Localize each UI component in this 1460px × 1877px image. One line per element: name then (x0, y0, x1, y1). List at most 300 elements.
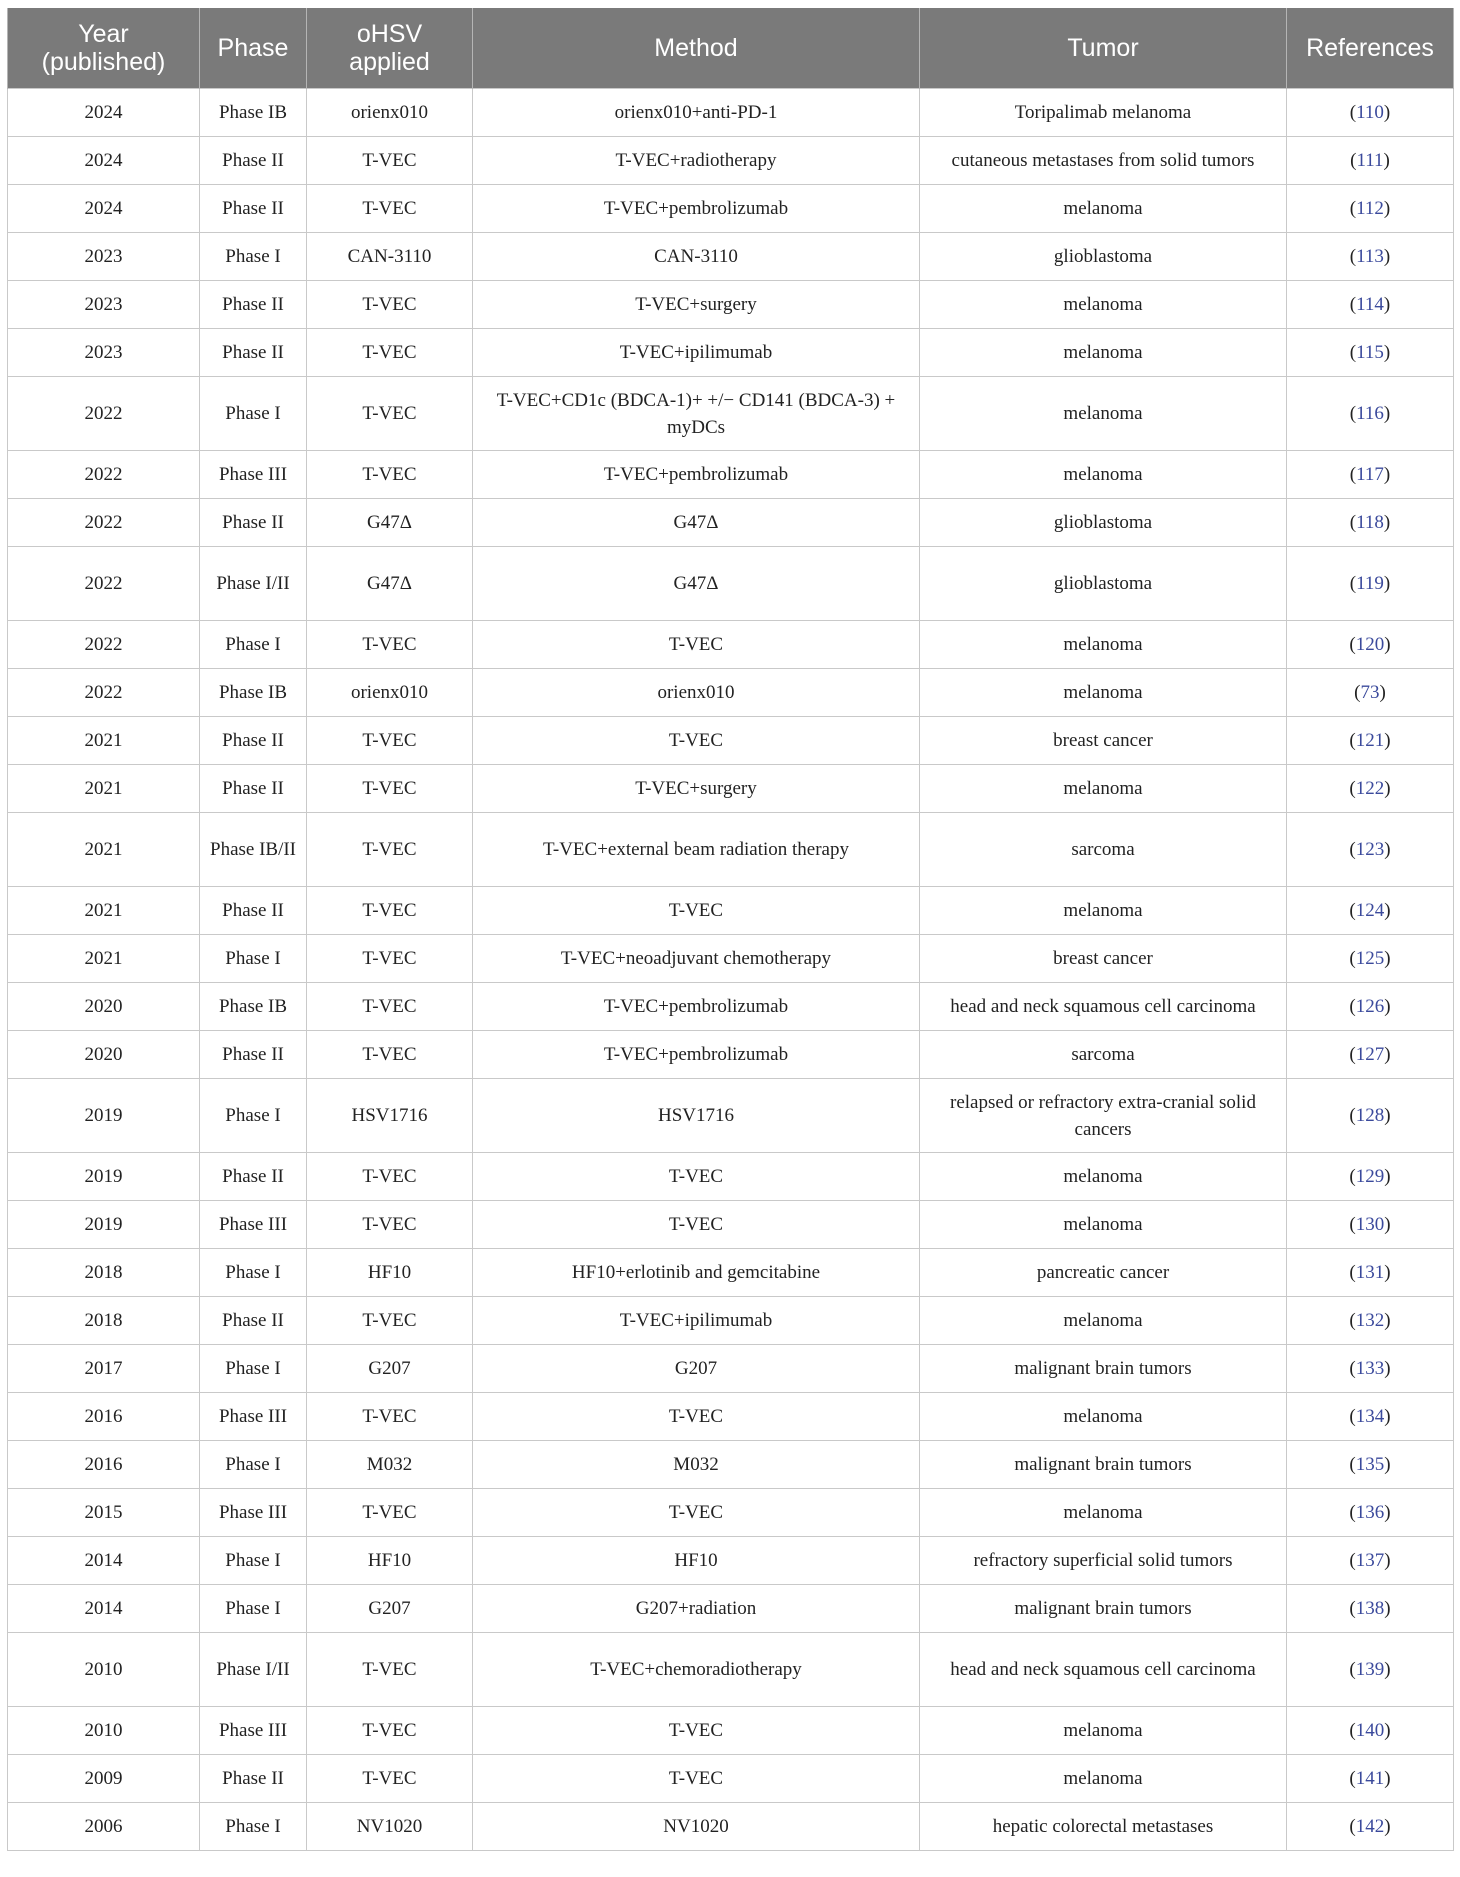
cell-tumor: sarcoma (920, 1031, 1287, 1079)
cell-method: HSV1716 (473, 1079, 920, 1153)
cell-year: 2022 (8, 451, 200, 499)
cell-method: T-VEC+pembrolizumab (473, 983, 920, 1031)
reference-open-paren: ( (1349, 1454, 1356, 1475)
cell-year: 2015 (8, 1489, 200, 1537)
reference-open-paren: ( (1349, 1720, 1356, 1741)
reference-close-paren: ) (1384, 730, 1391, 751)
cell-method: T-VEC (473, 621, 920, 669)
cell-phase: Phase II (200, 185, 307, 233)
reference-open-paren: ( (1349, 900, 1356, 921)
cell-ohsv-applied: T-VEC (307, 1201, 473, 1249)
cell-year: 2021 (8, 935, 200, 983)
reference-close-paren: ) (1383, 246, 1391, 267)
reference-link[interactable]: 140 (1355, 1720, 1385, 1741)
reference-link[interactable]: 116 (1356, 403, 1384, 424)
reference-open-paren: ( (1349, 198, 1357, 219)
cell-method: T-VEC (473, 1707, 920, 1755)
reference-close-paren: ) (1384, 1550, 1391, 1571)
header-row (8, 8, 1454, 89)
cell-ohsv-applied: T-VEC (307, 813, 473, 887)
cell-reference (1287, 137, 1454, 185)
header-tumor: Tumor (920, 8, 1287, 89)
table-row (8, 1393, 1454, 1441)
reference-open-paren: ( (1349, 839, 1356, 860)
reference-link[interactable]: 110 (1356, 102, 1384, 123)
cell-phase: Phase IB (200, 983, 307, 1031)
cell-reference (1287, 233, 1454, 281)
cell-method: T-VEC+ipilimumab (473, 1297, 920, 1345)
cell-phase: Phase II (200, 329, 307, 377)
reference-link[interactable]: 136 (1355, 1502, 1385, 1523)
table-row (8, 1031, 1454, 1079)
reference-link[interactable]: 142 (1355, 1816, 1385, 1837)
cell-method: NV1020 (473, 1803, 920, 1851)
table-row (8, 547, 1454, 621)
table-row (8, 185, 1454, 233)
cell-tumor: pancreatic cancer (920, 1249, 1287, 1297)
table-row (8, 1297, 1454, 1345)
reference-close-paren: ) (1383, 342, 1391, 363)
cell-reference (1287, 1393, 1454, 1441)
reference-link[interactable]: 134 (1355, 1406, 1385, 1427)
cell-year: 2019 (8, 1153, 200, 1201)
cell-ohsv-applied: T-VEC (307, 1707, 473, 1755)
cell-tumor: melanoma (920, 1393, 1287, 1441)
cell-reference (1287, 717, 1454, 765)
cell-method: T-VEC+ipilimumab (473, 329, 920, 377)
table-row (8, 765, 1454, 813)
reference-link[interactable]: 128 (1355, 1105, 1385, 1126)
cell-year: 2024 (8, 185, 200, 233)
reference-link[interactable]: 114 (1356, 294, 1384, 315)
cell-phase: Phase II (200, 499, 307, 547)
cell-year: 2020 (8, 1031, 200, 1079)
cell-tumor: head and neck squamous cell carcinoma (920, 983, 1287, 1031)
cell-ohsv-applied: T-VEC (307, 377, 473, 451)
reference-link[interactable]: 122 (1355, 778, 1385, 799)
cell-reference (1287, 451, 1454, 499)
cell-method: T-VEC (473, 1489, 920, 1537)
cell-reference (1287, 281, 1454, 329)
cell-tumor: melanoma (920, 377, 1287, 451)
table-row (8, 887, 1454, 935)
cell-method: T-VEC+surgery (473, 281, 920, 329)
reference-link[interactable]: 141 (1355, 1768, 1385, 1789)
cell-year: 2018 (8, 1297, 200, 1345)
cell-tumor: breast cancer (920, 717, 1287, 765)
table-row (8, 499, 1454, 547)
cell-reference (1287, 669, 1454, 717)
reference-close-paren: ) (1384, 634, 1391, 655)
cell-year: 2023 (8, 281, 200, 329)
table-row (8, 669, 1454, 717)
cell-method: CAN-3110 (473, 233, 920, 281)
cell-method: orienx010 (473, 669, 920, 717)
cell-reference (1287, 1755, 1454, 1803)
reference-link[interactable]: 125 (1355, 948, 1385, 969)
reference-close-paren: ) (1384, 1214, 1391, 1235)
reference-close-paren: ) (1384, 1816, 1391, 1837)
reference-close-paren: ) (1384, 1720, 1391, 1741)
cell-ohsv-applied: T-VEC (307, 765, 473, 813)
cell-method: G47Δ (473, 547, 920, 621)
reference-close-paren: ) (1384, 1166, 1391, 1187)
cell-tumor: relapsed or refractory extra-cranial solid cancers (920, 1079, 1287, 1153)
reference-open-paren: ( (1349, 1816, 1356, 1837)
table-row (8, 451, 1454, 499)
cell-tumor: melanoma (920, 1201, 1287, 1249)
table-row (8, 1585, 1454, 1633)
cell-method: orienx010+anti-PD-1 (473, 89, 920, 137)
table-row (8, 813, 1454, 887)
reference-link[interactable]: 121 (1355, 730, 1385, 751)
cell-reference (1287, 1537, 1454, 1585)
reference-open-paren: ( (1349, 1768, 1356, 1789)
table-row (8, 89, 1454, 137)
cell-phase: Phase I (200, 1585, 307, 1633)
cell-phase: Phase II (200, 765, 307, 813)
reference-close-paren: ) (1384, 1768, 1391, 1789)
table-row (8, 281, 1454, 329)
table-row (8, 1079, 1454, 1153)
table-header (8, 8, 1454, 89)
cell-tumor: breast cancer (920, 935, 1287, 983)
cell-year: 2022 (8, 547, 200, 621)
reference-close-paren: ) (1383, 294, 1391, 315)
cell-method: T-VEC (473, 1393, 920, 1441)
reference-link[interactable]: 118 (1356, 512, 1384, 533)
cell-tumor: melanoma (920, 887, 1287, 935)
table-row (8, 1537, 1454, 1585)
cell-tumor: hepatic colorectal metastases (920, 1803, 1287, 1851)
header-references: References (1287, 8, 1454, 89)
reference-close-paren: ) (1384, 839, 1391, 860)
cell-ohsv-applied: orienx010 (307, 89, 473, 137)
reference-open-paren: ( (1349, 342, 1357, 363)
cell-phase: Phase I (200, 1079, 307, 1153)
cell-ohsv-applied: M032 (307, 1441, 473, 1489)
header-year-line1: Year (78, 20, 129, 48)
cell-tumor: glioblastoma (920, 233, 1287, 281)
cell-ohsv-applied: T-VEC (307, 1153, 473, 1201)
reference-close-paren: ) (1384, 996, 1391, 1017)
reference-open-paren: ( (1349, 573, 1357, 594)
table-row (8, 233, 1454, 281)
reference-open-paren: ( (1349, 1166, 1356, 1187)
cell-tumor: melanoma (920, 765, 1287, 813)
cell-tumor: head and neck squamous cell carcinoma (920, 1633, 1287, 1707)
reference-close-paren: ) (1384, 778, 1391, 799)
cell-reference (1287, 1345, 1454, 1393)
reference-link[interactable]: 120 (1355, 634, 1385, 655)
table-row (8, 1249, 1454, 1297)
cell-ohsv-applied: T-VEC (307, 935, 473, 983)
cell-tumor: malignant brain tumors (920, 1441, 1287, 1489)
cell-reference (1287, 1803, 1454, 1851)
reference-close-paren: ) (1379, 682, 1386, 703)
cell-reference (1287, 1297, 1454, 1345)
reference-open-paren: ( (1349, 512, 1357, 533)
cell-tumor: malignant brain tumors (920, 1585, 1287, 1633)
cell-phase: Phase II (200, 281, 307, 329)
cell-year: 2021 (8, 765, 200, 813)
cell-ohsv-applied: T-VEC (307, 1633, 473, 1707)
cell-reference (1287, 499, 1454, 547)
cell-ohsv-applied: T-VEC (307, 137, 473, 185)
cell-reference (1287, 1031, 1454, 1079)
cell-year: 2018 (8, 1249, 200, 1297)
cell-tumor: melanoma (920, 1489, 1287, 1537)
reference-open-paren: ( (1349, 1105, 1356, 1126)
cell-phase: Phase I (200, 233, 307, 281)
cell-phase: Phase IB (200, 89, 307, 137)
cell-year: 2020 (8, 983, 200, 1031)
cell-reference (1287, 1079, 1454, 1153)
cell-tumor: Toripalimab melanoma (920, 89, 1287, 137)
reference-close-paren: ) (1384, 948, 1391, 969)
cell-reference (1287, 1489, 1454, 1537)
reference-link[interactable]: 137 (1355, 1550, 1385, 1571)
cell-reference (1287, 1201, 1454, 1249)
cell-year: 2016 (8, 1441, 200, 1489)
cell-ohsv-applied: HF10 (307, 1249, 473, 1297)
reference-close-paren: ) (1384, 1598, 1391, 1619)
table-row (8, 377, 1454, 451)
cell-reference (1287, 621, 1454, 669)
reference-link[interactable]: 132 (1355, 1310, 1385, 1331)
reference-open-paren: ( (1349, 1502, 1356, 1523)
cell-reference (1287, 89, 1454, 137)
cell-reference (1287, 983, 1454, 1031)
cell-phase: Phase I/II (200, 547, 307, 621)
cell-reference (1287, 1633, 1454, 1707)
cell-year: 2019 (8, 1201, 200, 1249)
reference-open-paren: ( (1354, 682, 1361, 703)
reference-link[interactable]: 117 (1356, 464, 1384, 485)
cell-ohsv-applied: T-VEC (307, 1393, 473, 1441)
reference-open-paren: ( (1349, 1659, 1356, 1680)
reference-close-paren: ) (1383, 464, 1391, 485)
cell-year: 2014 (8, 1537, 200, 1585)
cell-method: T-VEC (473, 1755, 920, 1803)
reference-close-paren: ) (1384, 1044, 1391, 1065)
cell-phase: Phase I (200, 1441, 307, 1489)
cell-method: HF10 (473, 1537, 920, 1585)
cell-ohsv-applied: T-VEC (307, 1031, 473, 1079)
reference-open-paren: ( (1350, 150, 1357, 171)
reference-open-paren: ( (1349, 246, 1357, 267)
cell-tumor: glioblastoma (920, 499, 1287, 547)
table-row (8, 1201, 1454, 1249)
cell-method: T-VEC (473, 1201, 920, 1249)
cell-reference (1287, 1707, 1454, 1755)
cell-ohsv-applied: NV1020 (307, 1803, 473, 1851)
cell-method: M032 (473, 1441, 920, 1489)
cell-ohsv-applied: G47Δ (307, 499, 473, 547)
cell-year: 2024 (8, 137, 200, 185)
cell-ohsv-applied: T-VEC (307, 281, 473, 329)
cell-reference (1287, 1153, 1454, 1201)
reference-close-paren: ) (1383, 573, 1391, 594)
cell-tumor: refractory superficial solid tumors (920, 1537, 1287, 1585)
reference-close-paren: ) (1384, 1262, 1391, 1283)
reference-close-paren: ) (1383, 102, 1391, 123)
reference-close-paren: ) (1383, 150, 1390, 171)
cell-ohsv-applied: G207 (307, 1585, 473, 1633)
cell-phase: Phase III (200, 1393, 307, 1441)
table-row (8, 1707, 1454, 1755)
reference-open-paren: ( (1349, 464, 1357, 485)
header-year-line2: (published) (41, 48, 166, 76)
cell-phase: Phase I (200, 621, 307, 669)
reference-link[interactable]: 133 (1355, 1358, 1385, 1379)
reference-open-paren: ( (1349, 730, 1356, 751)
reference-link[interactable]: 115 (1356, 342, 1384, 363)
reference-open-paren: ( (1349, 403, 1357, 424)
table-body (8, 89, 1454, 1851)
reference-link[interactable]: 129 (1355, 1166, 1385, 1187)
cell-method: T-VEC+neoadjuvant chemotherapy (473, 935, 920, 983)
reference-close-paren: ) (1383, 512, 1391, 533)
cell-ohsv-applied: T-VEC (307, 185, 473, 233)
reference-link[interactable]: 138 (1355, 1598, 1385, 1619)
cell-tumor: melanoma (920, 1755, 1287, 1803)
cell-tumor: melanoma (920, 185, 1287, 233)
reference-open-paren: ( (1349, 294, 1357, 315)
cell-phase: Phase IB (200, 669, 307, 717)
table-row (8, 137, 1454, 185)
reference-open-paren: ( (1349, 996, 1356, 1017)
cell-ohsv-applied: G47Δ (307, 547, 473, 621)
cell-tumor: sarcoma (920, 813, 1287, 887)
cell-ohsv-applied: G207 (307, 1345, 473, 1393)
cell-method: T-VEC+radiotherapy (473, 137, 920, 185)
cell-ohsv-applied: T-VEC (307, 887, 473, 935)
cell-tumor: cutaneous metastases from solid tumors (920, 137, 1287, 185)
reference-link[interactable]: 119 (1356, 573, 1384, 594)
cell-year: 2019 (8, 1079, 200, 1153)
cell-phase: Phase I (200, 1803, 307, 1851)
cell-ohsv-applied: T-VEC (307, 1755, 473, 1803)
cell-year: 2009 (8, 1755, 200, 1803)
cell-year: 2016 (8, 1393, 200, 1441)
reference-link[interactable]: 126 (1355, 996, 1385, 1017)
cell-phase: Phase I (200, 377, 307, 451)
cell-year: 2021 (8, 813, 200, 887)
cell-method: T-VEC+pembrolizumab (473, 1031, 920, 1079)
reference-link[interactable]: 127 (1355, 1044, 1385, 1065)
cell-ohsv-applied: T-VEC (307, 329, 473, 377)
reference-open-paren: ( (1349, 1358, 1356, 1379)
cell-reference (1287, 329, 1454, 377)
header-ohsv (307, 8, 473, 89)
cell-year: 2022 (8, 499, 200, 547)
cell-phase: Phase III (200, 1707, 307, 1755)
reference-close-paren: ) (1384, 1406, 1391, 1427)
cell-phase: Phase I (200, 1345, 307, 1393)
reference-close-paren: ) (1384, 900, 1391, 921)
cell-method: T-VEC+pembrolizumab (473, 451, 920, 499)
reference-open-paren: ( (1349, 1044, 1356, 1065)
reference-link[interactable]: 135 (1355, 1454, 1385, 1475)
cell-year: 2023 (8, 329, 200, 377)
table-row (8, 1345, 1454, 1393)
cell-tumor: melanoma (920, 621, 1287, 669)
reference-link[interactable]: 113 (1356, 246, 1384, 267)
cell-tumor: melanoma (920, 1153, 1287, 1201)
cell-ohsv-applied: HSV1716 (307, 1079, 473, 1153)
cell-year: 2022 (8, 377, 200, 451)
reference-link[interactable]: 123 (1355, 839, 1385, 860)
reference-open-paren: ( (1349, 1310, 1356, 1331)
reference-link[interactable]: 139 (1355, 1659, 1385, 1680)
cell-method: T-VEC+external beam radiation therapy (473, 813, 920, 887)
reference-link[interactable]: 124 (1355, 900, 1385, 921)
cell-year: 2017 (8, 1345, 200, 1393)
reference-close-paren: ) (1384, 1454, 1391, 1475)
cell-reference (1287, 185, 1454, 233)
cell-phase: Phase III (200, 1489, 307, 1537)
cell-phase: Phase I/II (200, 1633, 307, 1707)
reference-close-paren: ) (1384, 1502, 1391, 1523)
cell-reference (1287, 1585, 1454, 1633)
cell-reference (1287, 887, 1454, 935)
table-row (8, 329, 1454, 377)
reference-link[interactable]: 73 (1360, 682, 1380, 703)
table-row (8, 1153, 1454, 1201)
reference-open-paren: ( (1349, 778, 1356, 799)
reference-close-paren: ) (1384, 1358, 1391, 1379)
cell-reference (1287, 547, 1454, 621)
reference-open-paren: ( (1349, 1262, 1356, 1283)
reference-link[interactable]: 130 (1355, 1214, 1385, 1235)
reference-open-paren: ( (1349, 1406, 1356, 1427)
cell-year: 2006 (8, 1803, 200, 1851)
cell-reference (1287, 1441, 1454, 1489)
cell-year: 2014 (8, 1585, 200, 1633)
cell-ohsv-applied: T-VEC (307, 451, 473, 499)
cell-phase: Phase II (200, 1297, 307, 1345)
cell-year: 2024 (8, 89, 200, 137)
cell-phase: Phase II (200, 1153, 307, 1201)
cell-reference (1287, 935, 1454, 983)
cell-year: 2021 (8, 887, 200, 935)
header-method: Method (473, 8, 920, 89)
table-row (8, 1803, 1454, 1851)
cell-phase: Phase III (200, 1201, 307, 1249)
cell-ohsv-applied: T-VEC (307, 717, 473, 765)
reference-link[interactable]: 131 (1355, 1262, 1385, 1283)
cell-method: T-VEC+surgery (473, 765, 920, 813)
cell-reference (1287, 765, 1454, 813)
cell-method: T-VEC (473, 887, 920, 935)
cell-method: T-VEC+pembrolizumab (473, 185, 920, 233)
reference-open-paren: ( (1349, 1550, 1356, 1571)
reference-link[interactable]: 112 (1356, 198, 1384, 219)
cell-phase: Phase II (200, 1031, 307, 1079)
cell-phase: Phase I (200, 1537, 307, 1585)
cell-year: 2022 (8, 621, 200, 669)
reference-close-paren: ) (1384, 1105, 1391, 1126)
reference-open-paren: ( (1349, 1598, 1356, 1619)
cell-reference (1287, 813, 1454, 887)
reference-close-paren: ) (1384, 1310, 1391, 1331)
reference-open-paren: ( (1349, 102, 1357, 123)
reference-link[interactable]: 111 (1356, 150, 1384, 171)
cell-year: 2023 (8, 233, 200, 281)
cell-tumor: melanoma (920, 451, 1287, 499)
reference-open-paren: ( (1349, 1214, 1356, 1235)
